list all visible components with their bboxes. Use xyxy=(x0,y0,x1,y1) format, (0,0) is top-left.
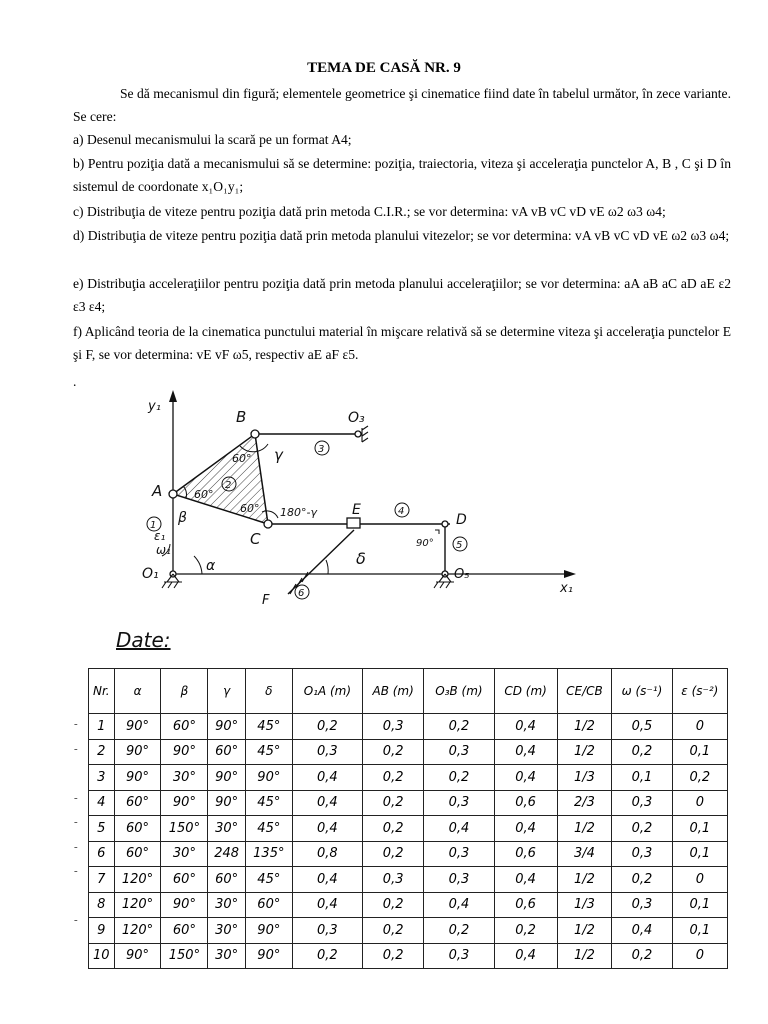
table-cell: 0,3 xyxy=(362,867,423,893)
label-180-gamma: 180°-γ xyxy=(280,506,317,519)
table-cell: 0,4 xyxy=(494,714,557,740)
table-cell: 90° xyxy=(208,714,245,740)
table-cell: 0,2 xyxy=(362,918,423,944)
table-cell: 0,2 xyxy=(494,918,557,944)
table-cell: 120° xyxy=(114,867,161,893)
table-cell: 90° xyxy=(208,790,245,816)
table-cell: 90° xyxy=(114,714,161,740)
table-header-cell: ω (s⁻¹) xyxy=(612,669,672,714)
row-mark: - xyxy=(74,840,78,853)
element-3-label: 3 xyxy=(318,444,325,455)
row-mark: - xyxy=(74,865,78,877)
table-cell: 0,3 xyxy=(424,841,494,867)
row-mark xyxy=(74,933,88,958)
table-cell: 0,1 xyxy=(672,918,727,944)
table-header-cell: ε (s⁻²) xyxy=(672,669,727,714)
table-cell: 0,6 xyxy=(494,892,557,918)
table-cell: 1/3 xyxy=(557,765,612,791)
table-cell: 3/4 xyxy=(557,841,612,867)
item-c: c) Distribuţia de viteze pentru poziţia dată prin metoda C.I.R.; se vor determina: vA vB vC vD vE ω2 ω3 ω4; xyxy=(73,204,666,219)
table-cell: 0,4 xyxy=(494,943,557,969)
table-cell: 0,4 xyxy=(494,739,557,765)
label-d: D xyxy=(456,512,467,528)
item-f: f) Aplicând teoria de la cinematica punctului material în mişcare relativă să se determine viteza şi acceleraţia punctelor E şi F, se vor determina: vE vF ω5, respectiv aE aF ε5. xyxy=(73,324,731,362)
table-cell: 0,4 xyxy=(494,816,557,842)
label-o5: O₅ xyxy=(454,567,470,582)
stray-dot: . xyxy=(73,374,77,389)
table-cell: 0,3 xyxy=(612,790,672,816)
ground-o5-icon xyxy=(434,574,454,588)
joint-a xyxy=(169,490,177,498)
element-1-label: 1 xyxy=(150,520,157,531)
table-cell: 60° xyxy=(161,714,208,740)
joint-o3 xyxy=(355,431,361,437)
table-cell: 0,8 xyxy=(292,841,362,867)
table-cell: 1/3 xyxy=(557,892,612,918)
table-cell: 1/2 xyxy=(557,816,612,842)
label-eps1: ε₁ xyxy=(154,529,166,543)
table-cell: 0,2 xyxy=(424,918,494,944)
joint-b xyxy=(251,430,259,438)
table-cell: 0,2 xyxy=(612,943,672,969)
table-row xyxy=(89,790,728,816)
table-header-row xyxy=(89,669,728,714)
table-cell: 0,3 xyxy=(362,714,423,740)
table-cell: 0,6 xyxy=(494,841,557,867)
table-header-cell: CE/CB xyxy=(557,669,612,714)
table-cell: 0,2 xyxy=(362,790,423,816)
element-4-label: 4 xyxy=(398,506,405,517)
table-cell: 0 xyxy=(672,714,727,740)
table-row xyxy=(89,918,728,944)
table-cell: 150° xyxy=(161,816,208,842)
table-cell: 0,3 xyxy=(424,790,494,816)
table-cell: 30° xyxy=(208,943,245,969)
row-mark: - xyxy=(74,742,78,755)
table-row xyxy=(89,739,728,765)
row-mark: - xyxy=(74,816,78,828)
label-x1: x₁ xyxy=(560,581,573,596)
label-o1: O₁ xyxy=(142,566,159,582)
label-a: A xyxy=(152,482,163,500)
table-header-cell: γ xyxy=(208,669,245,714)
table-cell: 0,4 xyxy=(424,892,494,918)
table-cell: 0,3 xyxy=(292,918,362,944)
table-cell: 60° xyxy=(245,892,292,918)
table-cell: 90° xyxy=(114,739,161,765)
table-cell: 45° xyxy=(245,867,292,893)
element-6-label: 6 xyxy=(298,588,305,599)
table-cell: 45° xyxy=(245,714,292,740)
table-cell: 120° xyxy=(114,918,161,944)
ground-o1-icon xyxy=(162,574,182,588)
table-cell: 30° xyxy=(208,918,245,944)
table-row xyxy=(89,816,728,842)
table-cell: 0,1 xyxy=(672,892,727,918)
table-row xyxy=(89,892,728,918)
date-heading: Date: xyxy=(116,628,171,652)
table-cell: 0,2 xyxy=(362,841,423,867)
table-cell: 90° xyxy=(161,790,208,816)
label-gamma: γ xyxy=(274,446,283,464)
label-e: E xyxy=(352,502,361,518)
label-beta: β xyxy=(178,510,187,526)
mechanism-diagram xyxy=(90,388,730,620)
arc-delta xyxy=(326,560,328,574)
table-cell: 90° xyxy=(114,943,161,969)
row-mark: - xyxy=(74,914,78,926)
data-table-wrap xyxy=(88,668,728,969)
item-e: e) Distribuţia acceleraţiilor pentru poziţia dată prin metoda planului acceleraţiilor; se vor determina: aA aB aC aD aE ε2 ε3 ε4; xyxy=(73,276,731,314)
table-row xyxy=(89,943,728,969)
arc-alpha xyxy=(194,556,202,574)
item-d: d) Distribuţia de viteze pentru poziţia dată prin metoda planului vitezelor; se vor determina: vA vB vC vD vE ω2 ω3 ω4; xyxy=(73,228,730,243)
table-cell: 0,1 xyxy=(672,816,727,842)
table-cell: 90° xyxy=(208,765,245,791)
table-cell: 60° xyxy=(114,841,161,867)
table-cell: 0,2 xyxy=(612,867,672,893)
table-cell: 1/2 xyxy=(557,714,612,740)
label-90: 90° xyxy=(416,538,434,549)
table-cell: 60° xyxy=(114,790,161,816)
table-cell: 90° xyxy=(245,918,292,944)
table-cell: 60° xyxy=(161,867,208,893)
table-cell: 0,4 xyxy=(494,867,557,893)
right-angle-d xyxy=(435,530,439,534)
table-cell: 0,1 xyxy=(672,739,727,765)
label-delta: δ xyxy=(356,549,366,568)
page-title: TEMA DE CASĂ NR. 9 xyxy=(307,60,461,76)
table-cell: 0,6 xyxy=(494,790,557,816)
table-cell: 248 xyxy=(208,841,245,867)
table-cell: 9 xyxy=(89,918,115,944)
table-cell: 7 xyxy=(89,867,115,893)
table-cell: 0,4 xyxy=(292,765,362,791)
table-cell: 45° xyxy=(245,816,292,842)
table-cell: 1/2 xyxy=(557,867,612,893)
table-cell: 8 xyxy=(89,892,115,918)
table-cell: 0,2 xyxy=(612,739,672,765)
table-row xyxy=(89,765,728,791)
row-marks xyxy=(74,712,88,957)
label-angle-c: 60° xyxy=(240,502,260,515)
table-cell: 0,2 xyxy=(362,816,423,842)
row-mark xyxy=(74,761,88,786)
table-cell: 60° xyxy=(208,867,245,893)
joint-d xyxy=(442,521,448,527)
ground-o3-icon xyxy=(362,426,368,442)
element-5-label: 5 xyxy=(456,540,463,551)
table-header-cell: Nr. xyxy=(89,669,115,714)
table-cell: 1/2 xyxy=(557,739,612,765)
row-mark: - xyxy=(74,718,78,730)
table-cell: 0,4 xyxy=(424,816,494,842)
table-cell: 60° xyxy=(161,918,208,944)
table-header-cell: O₁A (m) xyxy=(292,669,362,714)
table-cell: 0,4 xyxy=(292,816,362,842)
table-cell: 0,4 xyxy=(612,918,672,944)
table-cell: 30° xyxy=(161,841,208,867)
table-cell: 6 xyxy=(89,841,115,867)
label-f: F xyxy=(262,593,270,608)
table-cell: 60° xyxy=(114,816,161,842)
label-c: C xyxy=(250,530,261,548)
table-cell: 0,1 xyxy=(672,841,727,867)
table-cell: 0,1 xyxy=(612,765,672,791)
table-cell: 135° xyxy=(245,841,292,867)
table-cell: 0 xyxy=(672,790,727,816)
table-cell: 0,5 xyxy=(612,714,672,740)
table-cell: 60° xyxy=(208,739,245,765)
label-y1: y₁ xyxy=(148,399,161,414)
table-cell: 0,3 xyxy=(292,739,362,765)
row-mark: - xyxy=(74,791,78,804)
table-row xyxy=(89,867,728,893)
y-axis-arrow-icon xyxy=(169,390,177,402)
table-header-cell: CD (m) xyxy=(494,669,557,714)
slider-e xyxy=(347,518,360,528)
table-cell: 90° xyxy=(245,943,292,969)
table-header-cell: δ xyxy=(245,669,292,714)
label-angle-b: 60° xyxy=(232,452,252,465)
table-row xyxy=(89,841,728,867)
table-header-cell: AB (m) xyxy=(362,669,423,714)
table-cell: 30° xyxy=(161,765,208,791)
table-cell: 0,3 xyxy=(612,841,672,867)
table-cell: 0,4 xyxy=(494,765,557,791)
table-cell: 0,2 xyxy=(362,943,423,969)
table-cell: 30° xyxy=(208,816,245,842)
table-cell: 0 xyxy=(672,943,727,969)
table-cell: 3 xyxy=(89,765,115,791)
label-angle-a: 60° xyxy=(194,488,214,501)
table-cell: 0,4 xyxy=(292,892,362,918)
table-cell: 1/2 xyxy=(557,943,612,969)
label-o3: O₃ xyxy=(348,410,365,426)
label-b: B xyxy=(236,408,247,426)
table-cell: 0,2 xyxy=(672,765,727,791)
joint-c xyxy=(264,520,272,528)
row-mark xyxy=(74,884,88,909)
intro-paragraph: Se dă mecanismul din figură; elementele geometrice şi cinematice fiind date în tabelul următor, în zece variante. Se cere: xyxy=(73,86,731,124)
table-cell: 0,2 xyxy=(362,765,423,791)
table-cell: 0,3 xyxy=(424,739,494,765)
table-header-cell: O₃B (m) xyxy=(424,669,494,714)
table-cell: 45° xyxy=(245,739,292,765)
item-b: b) Pentru poziţia dată a mecanismului să se determine: poziţia, traiectoria, viteza şi acceleraţia punctelor A, B , C şi D în sistemul de coordonate x₁O₁y₁; xyxy=(73,156,731,194)
label-omega1: ω₁ xyxy=(156,543,171,557)
table-cell: 0,2 xyxy=(424,765,494,791)
table-cell: 2 xyxy=(89,739,115,765)
table-header-cell: α xyxy=(114,669,161,714)
table-cell: 120° xyxy=(114,892,161,918)
table-cell: 90° xyxy=(114,765,161,791)
label-alpha: α xyxy=(206,558,216,574)
table-cell: 90° xyxy=(245,765,292,791)
table-header-cell: β xyxy=(161,669,208,714)
table-cell: 5 xyxy=(89,816,115,842)
x-axis-arrow-icon xyxy=(564,570,576,578)
table-cell: 0,2 xyxy=(362,739,423,765)
item-a: a) Desenul mecanismului la scară pe un format A4; xyxy=(73,132,352,147)
table-cell: 30° xyxy=(208,892,245,918)
table-cell: 0,3 xyxy=(424,943,494,969)
table-cell: 90° xyxy=(161,892,208,918)
table-row xyxy=(89,714,728,740)
table-cell: 2/3 xyxy=(557,790,612,816)
table-cell: 0,2 xyxy=(292,943,362,969)
table-cell: 4 xyxy=(89,790,115,816)
table-cell: 0,4 xyxy=(292,867,362,893)
table-cell: 0,2 xyxy=(612,816,672,842)
table-cell: 150° xyxy=(161,943,208,969)
table-cell: 0,4 xyxy=(292,790,362,816)
table-cell: 0,3 xyxy=(612,892,672,918)
table-cell: 0,2 xyxy=(292,714,362,740)
element-2-label: 2 xyxy=(225,480,232,491)
table-cell: 0 xyxy=(672,867,727,893)
table-cell: 0,3 xyxy=(424,867,494,893)
table-cell: 0,2 xyxy=(424,714,494,740)
table-cell: 1 xyxy=(89,714,115,740)
table-cell: 1/2 xyxy=(557,918,612,944)
table-cell: 0,2 xyxy=(362,892,423,918)
table-cell: 90° xyxy=(161,739,208,765)
table-cell: 10 xyxy=(89,943,115,969)
table-cell: 45° xyxy=(245,790,292,816)
data-table xyxy=(88,668,728,969)
